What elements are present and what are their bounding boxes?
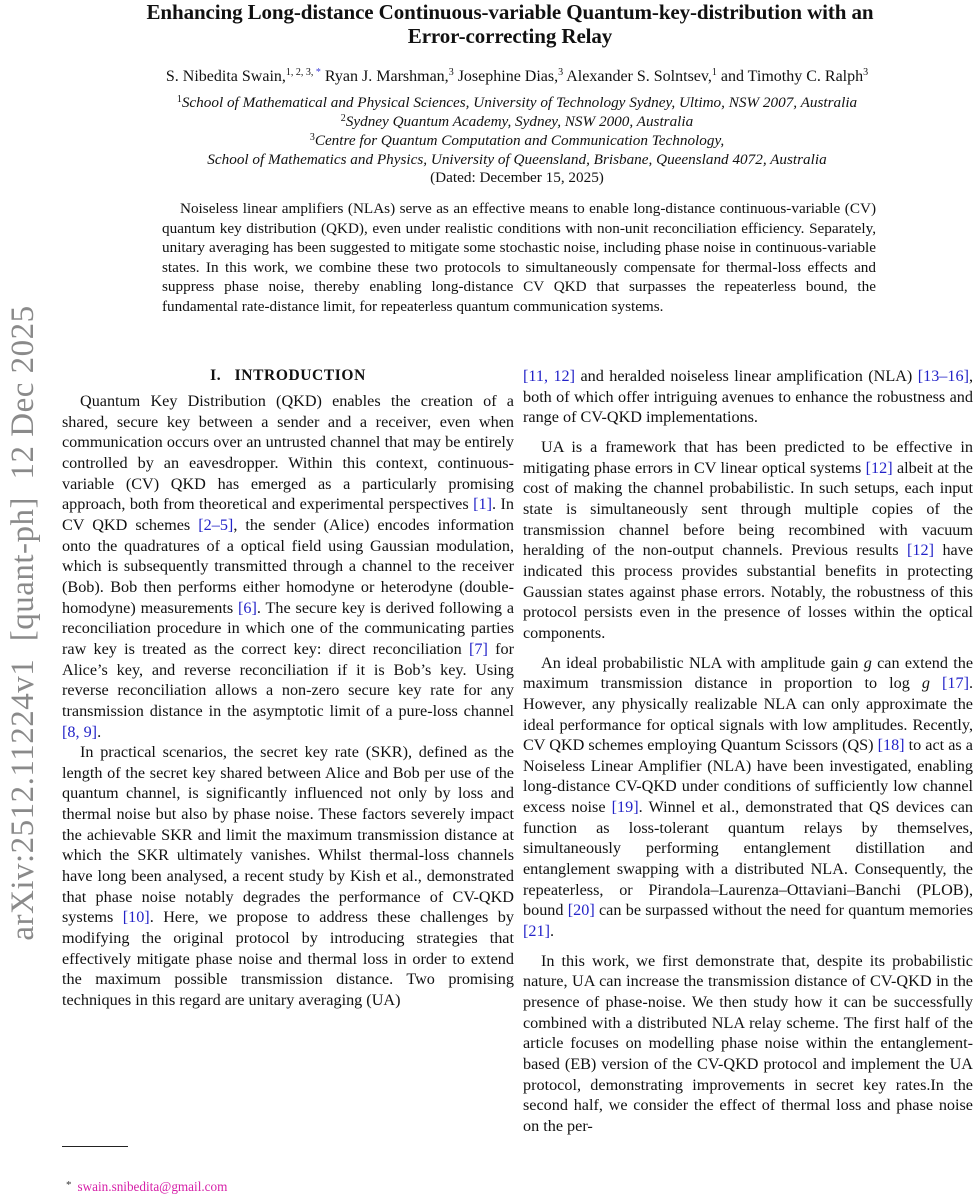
intro-paragraph-4: An ideal probabilistic NLA with amplitude gain g can extend the maximum transmission distance in proportion to log g [17]. However, any physically realizable NLA can only approximate the ideal performance for optical signals with low amplitudes. Recently, CV QKD schemes employing Quantum Scissors (QS) [18] to act as a Noiseless Linear Amplifier (NLA) have been investigated, enabling long-distance CV-QKD under conditions of sufficiently low channel excess noise [19]. Winnel et al., demonstrated that QS devices can function as loss-tolerant quantum relays by themselves, simultaneously performing entanglement distillation and entanglement swapping with a distributed NLA. Consequently, the repeaterless, or Pirandola–Laurenza–Ottaviani–Banchi (PLOB), bound [20] can be surpassed without the need for quantum memories [21].	[523, 653, 974, 941]
citation-link[interactable]: [17]	[942, 674, 969, 693]
corresponding-email-link[interactable]: swain.snibedita@gmail.com	[77, 1179, 228, 1194]
intro-paragraph-2: In practical scenarios, the secret key rate (SKR), defined as the length of the secret key shared between Alice and Bob per use of the quantum channel, is significantly influenced not only by loss and thermal noise but also by phase noise. These factors severely impact the achievable SKR and limit the maximum transmission distance at which the SKR ultimately vanishes. Whilst thermal-loss channels have long been analysed, a recent study by Kish et al., demonstrated that phase noise notably degrades the performance of CV-QKD systems [10]. Here, we propose to address these challenges by modifying the original protocol by introducing strategies that effectively mitigate phase noise and thermal loss in order to extend the maximum possible transmission distance. Two promising techniques in this regard are unitary averaging (UA)	[62, 743, 514, 1010]
affiliation-3-continued: School of Mathematics and Physics, University of Queensland, Brisbane, Queensland 4072, Australia	[207, 151, 827, 168]
citation-link[interactable]: [6]	[238, 598, 257, 617]
footnote-rule	[62, 1146, 128, 1147]
citation-link[interactable]: [1]	[473, 495, 492, 514]
author-affiliation-marks: 3	[558, 67, 564, 78]
citation-link[interactable]: [21]	[523, 922, 550, 941]
intro-paragraph-5: In this work, we first demonstrate that, despite its probabilistic nature, UA can increase the transmission distance of CV-QKD in the presence of phase-noise. We then study how it can be successfully combined with a distributed NLA relay scheme. The first half of the article focuses on modelling phase noise within the entanglement-based (EB) version of the CV-QKD protocol and implement the UA protocol, demonstrating improvements in secret key rates.In the second half, we consider the effect of thermal loss and phase noise on the per-	[523, 951, 973, 1135]
author-name: S. Nibedita Swain,	[165, 68, 286, 85]
author-affiliation-marks: 1	[711, 67, 717, 78]
author-affiliation-marks: 1, 2, 3, *	[285, 67, 321, 78]
title-line-2: Error-correcting Relay	[407, 24, 613, 48]
right-column	[523, 366, 973, 1137]
corresponding-author-link[interactable]: *	[315, 67, 321, 78]
left-column	[62, 391, 514, 1011]
author-name: Ryan J. Marshman,	[324, 68, 449, 85]
abstract: Noiseless linear amplifiers (NLAs) serve as an effective means to enable long-distance continuous-variable (CV) quantum key distribution (QKD), even under realistic conditions with non-unit reconciliation efficiency. Separately, unitary averaging has been suggested to mitigate some stochastic noise, including phase noise in continuous-variable states. In this work, we combine these two protocols to simultaneously compensate for thermal-loss effects and suppress phase noise, thereby enabling long-distance CV QKD that surpasses the repeaterless bound, the fundamental rate-distance limit, for repeaterless quantum communication systems.	[162, 200, 876, 315]
author-name: Josephine Dias,	[457, 68, 559, 85]
citation-link[interactable]: [13–16]	[917, 367, 969, 385]
intro-paragraph-2-continued: [11, 12] and heralded noiseless linear amplification (NLA) [13–16], both of which offer intriguing avenues to enhance the robustness and range of CV-QKD implementations.	[523, 367, 974, 427]
author-name: Alexander S. Solntsev,	[566, 68, 712, 85]
dated-line: (Dated: December 15, 2025)	[430, 169, 604, 186]
citation-link[interactable]: [12]	[907, 541, 935, 560]
citation-link[interactable]: [7]	[468, 639, 488, 658]
citation-link[interactable]: [12]	[865, 458, 893, 477]
section-heading-introduction: I. INTRODUCTION	[210, 367, 366, 384]
citation-link[interactable]: [11, 12]	[523, 367, 576, 385]
citation-link[interactable]: [2–5]	[198, 515, 234, 534]
affiliation-1: $^1$School of Mathematical and Physical Sciences, University of Technology Sydney, Ultimo, NSW 2007, Australia	[176, 94, 858, 111]
paper-title	[60, 0, 960, 48]
author-name: and Timothy C. Ralph	[720, 68, 864, 85]
author-list	[60, 67, 974, 87]
citation-link[interactable]: [10]	[122, 908, 150, 927]
footnote-email	[66, 1177, 227, 1195]
arxiv-identifier-stamp: arXiv:2512.11224v1 [quant-ph] 12 Dec 2025	[5, 305, 41, 941]
intro-paragraph-3: UA is a framework that has been predicted to be effective in mitigating phase errors in CV linear optical systems [12] albeit at the cost of making the channel probabilistic. In such setups, each input state is simultaneously sent through multiple copies of the transmission channel before being recombined with vacuum heralding of the non-output channels. Previous results [12] have indicated this process provides substantial benefits in protecting Gaussian states against phase errors. Notably, the robustness of this protocol persists even in the presence of losses within the optical components.	[523, 437, 974, 642]
author-affiliation-marks: 3	[448, 67, 454, 78]
intro-paragraph-1: Quantum Key Distribution (QKD) enables the creation of a shared, secure key between a sender and a receiver, even when communication occurs over an untrusted channel that may be entirely controlled by an eavesdropper. Within this context, continuous-variable (CV) QKD has emerged as a particularly promising approach, both from theoretical and experimental perspectives [1]. In CV QKD schemes [2–5], the sender (Alice) encodes information onto the quadratures of a optical field using Gaussian modulation, which is subsequently transmitted through a channel to the receiver (Bob). Bob then performs either homodyne or heterodyne (double-homodyne) measurements [6]. The secure key is derived following a reconciliation procedure in which one of the communicating parties raw key is treated as the correct key: direct reconciliation [7] for Alice’s key, and reverse reconciliation if it is Bob’s key. Using reverse reconciliation allows a non-zero secure key rate for any transmission distance in the asymptotic limit of a pure-loss channel [8, 9].	[62, 392, 515, 741]
affiliation-2: $^2$Sydney Quantum Academy, Sydney, NSW 2000, Australia	[340, 113, 694, 130]
author-affiliation-marks: 3	[863, 67, 869, 78]
title-line-1: Enhancing Long-distance Continuous-variable Quantum-key-distribution with an	[146, 0, 874, 24]
citation-link[interactable]: [19]	[611, 798, 639, 817]
citation-link[interactable]: [8, 9]	[62, 722, 98, 741]
citation-link[interactable]: [18]	[877, 736, 905, 755]
citation-link[interactable]: [20]	[567, 901, 595, 920]
affiliation-3: $^3$Centre for Quantum Computation and Communication Technology,	[309, 132, 725, 149]
footnote-marker: *	[66, 1179, 72, 1191]
